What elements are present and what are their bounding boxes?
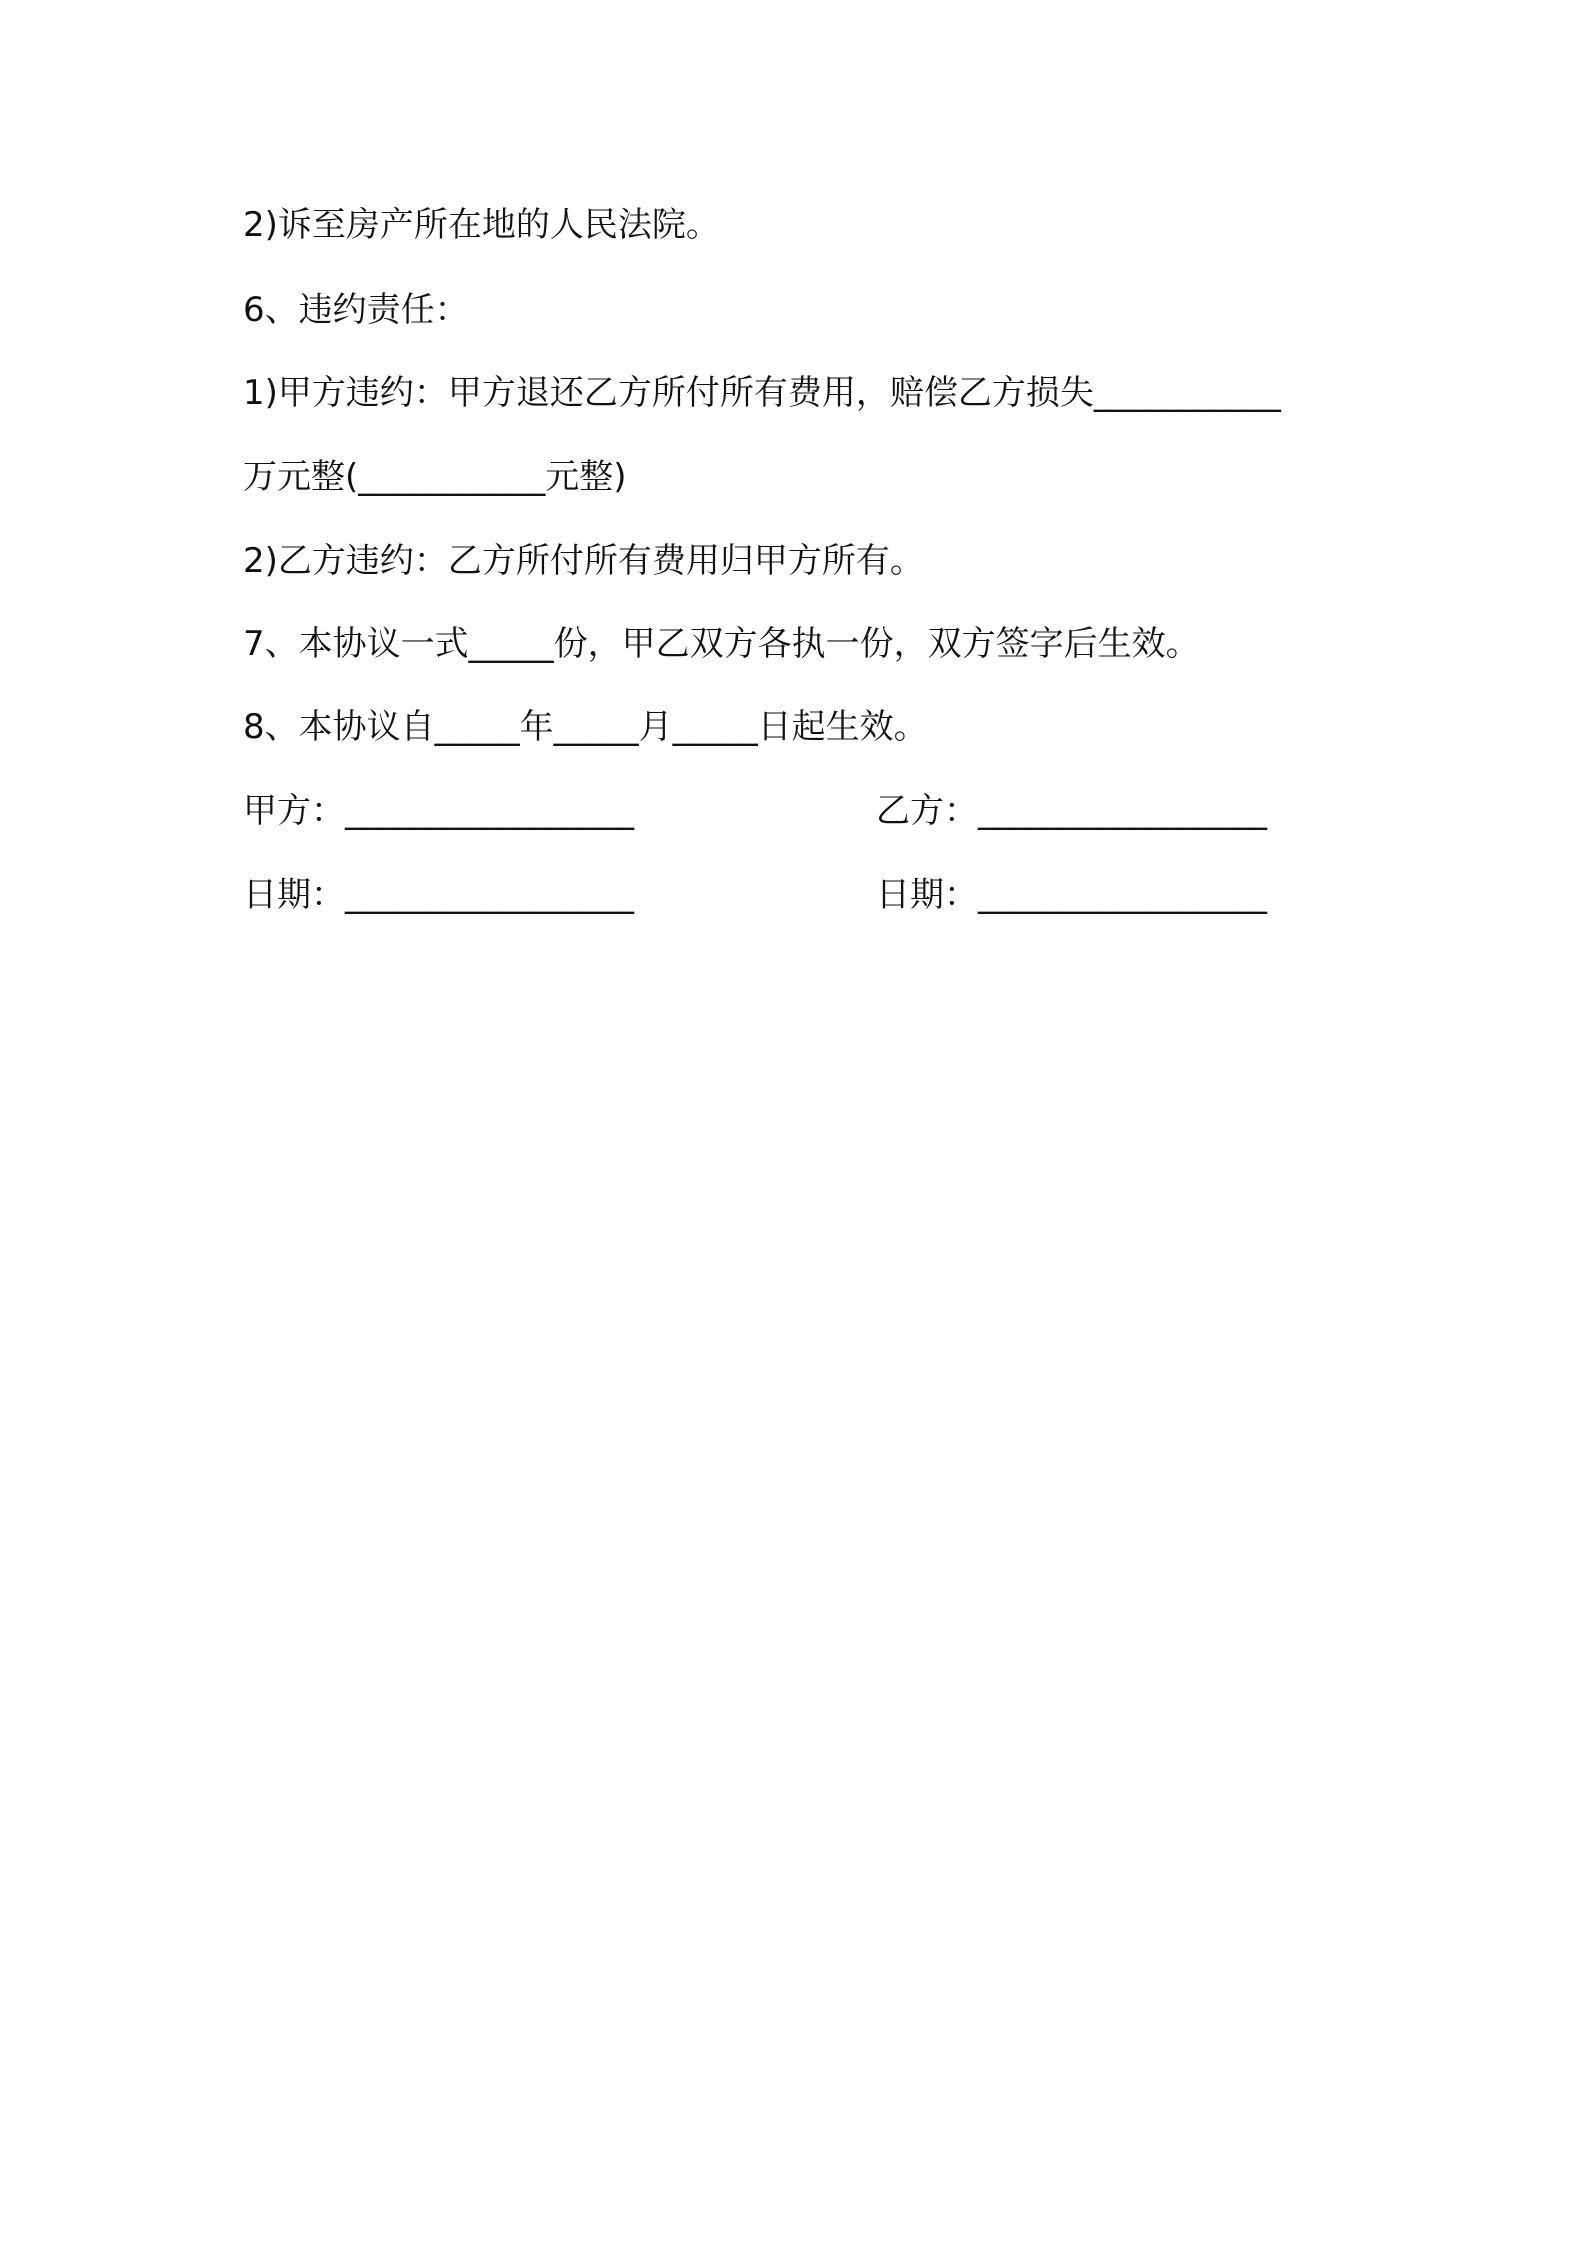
clause-court-line: 2)诉至房产所在地的人民法院。	[243, 205, 720, 245]
clause-6-heading: 6、违约责任：	[243, 290, 469, 330]
clause-6-2: 2)乙方违约：乙方所付所有费用归甲方所有。	[243, 541, 924, 581]
clause-8: 8、本协议自_____年_____月_____日起生效。	[243, 707, 928, 747]
signature-date-b: 日期：_________________	[876, 875, 1267, 915]
signature-party-b: 乙方：_________________	[876, 791, 1267, 831]
signature-party-a: 甲方：_________________	[243, 791, 634, 831]
clause-6-1-line2: 万元整(___________元整)	[243, 457, 627, 497]
signature-date-a: 日期：_________________	[243, 875, 634, 915]
clause-6-1-line1: 1)甲方违约：甲方退还乙方所付所有费用，赔偿乙方损失___________	[243, 373, 1281, 413]
clause-7: 7、本协议一式_____份，甲乙双方各执一份，双方签字后生效。	[243, 624, 1200, 664]
